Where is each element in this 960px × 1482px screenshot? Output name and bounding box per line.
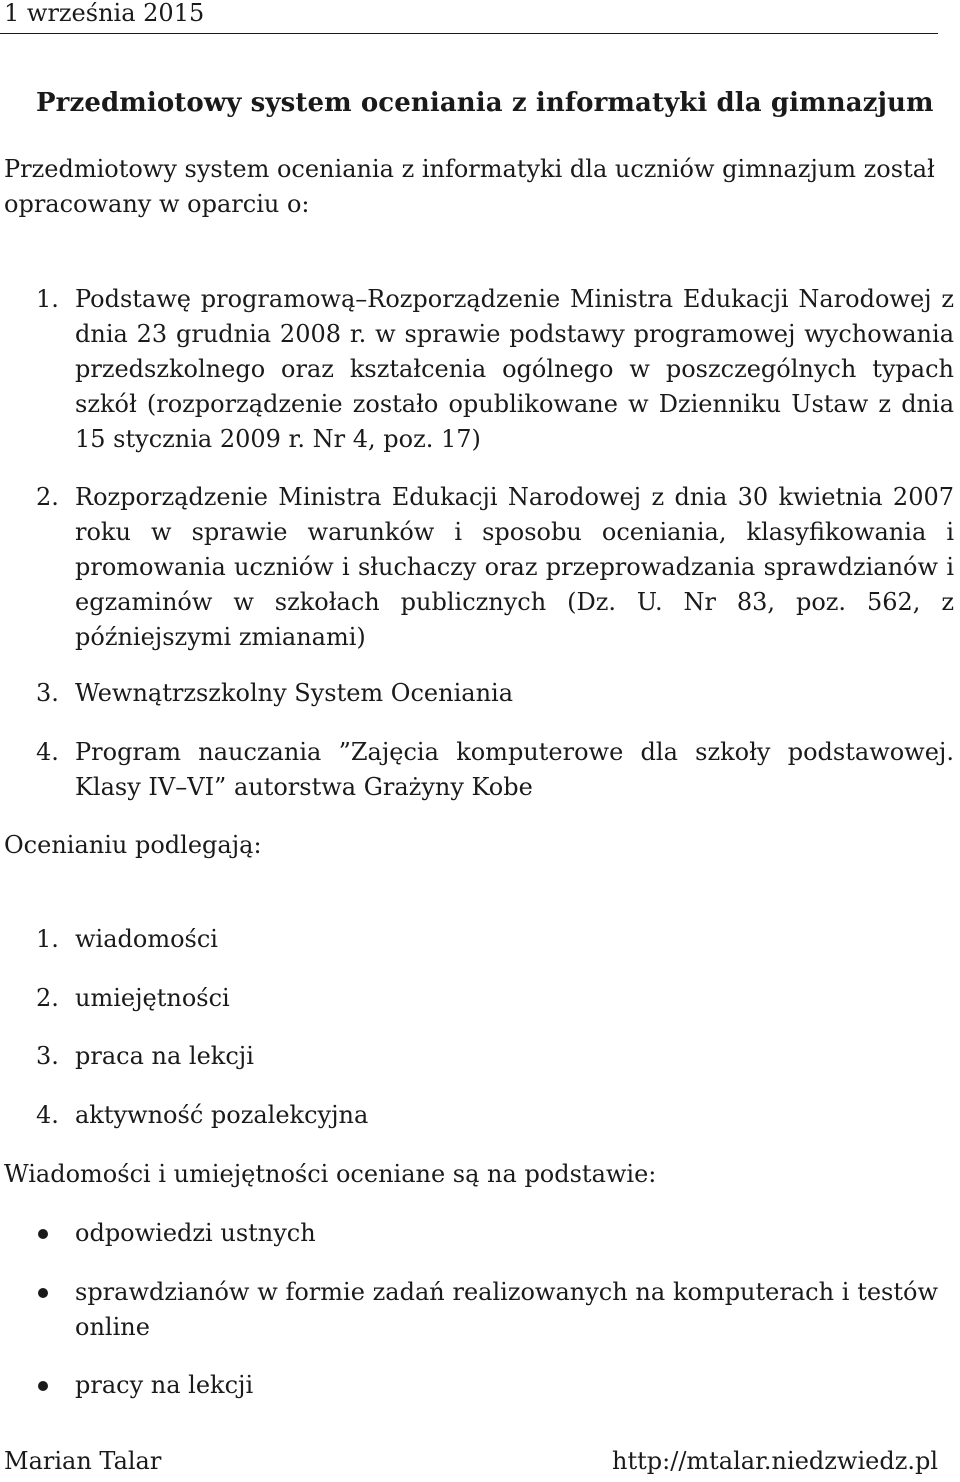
assessed-item-2 — [36, 981, 954, 1016]
source-number: 4. — [36, 738, 59, 766]
basis-text: odpowiedzi ustnych — [75, 1219, 316, 1247]
assessed-text: umiejętności — [75, 984, 230, 1012]
assessed-item-4 — [36, 1098, 954, 1133]
basis-text: sprawdzianów w formie zadań realizowanych na komputerach i testów online — [75, 1278, 938, 1341]
assessed-item-1 — [36, 922, 954, 957]
source-number: 3. — [36, 679, 59, 707]
assessed-item-3 — [36, 1039, 954, 1074]
intro-paragraph: Przedmiotowy system oceniania z informatyki dla uczniów gimnazjum został opracowany w oparciu o: — [4, 155, 935, 218]
source-text: Wewnątrzszkolny System Oceniania — [75, 679, 514, 707]
basis-text: pracy na lekcji — [75, 1371, 254, 1399]
bullet-dot-icon — [38, 1288, 48, 1298]
header-date: 1 września 2015 — [4, 0, 205, 27]
source-number: 1. — [36, 285, 59, 313]
basis-item-1 — [36, 1216, 938, 1251]
assessed-label: Ocenianiu podlegają: — [4, 831, 262, 859]
source-text: Program nauczania ”Zajęcia komputerowe dla szkoły podstawowej. Klasy IV–VI” autorstwa Grażyny Kobe — [75, 738, 954, 801]
document-title: Przedmiotowy system oceniania z informatyki dla gimnazjum — [36, 88, 934, 118]
page-header — [0, 0, 938, 34]
footer-author: Marian Talar — [4, 1447, 162, 1475]
source-number: 2. — [36, 483, 59, 511]
bullet-dot-icon — [38, 1381, 48, 1391]
assessed-text: wiadomości — [75, 925, 218, 953]
basis-item-3 — [36, 1368, 938, 1403]
footer-url-link[interactable]: http://mtalar.niedzwiedz.pl — [612, 1447, 938, 1475]
bullet-dot-icon — [38, 1229, 48, 1239]
source-text: Rozporządzenie Ministra Edukacji Narodowej z dnia 30 kwietnia 2007 roku w sprawie warunków i sposobu oceniania, klasyfikowania i promowania uczniów i słuchaczy oraz przeprowadzania sprawdzianów i egzaminów w szkołach publicznych (Dz. U. Nr 83, poz. 562, z późniejszymi zmianami) — [75, 483, 954, 651]
assessed-number: 2. — [36, 984, 59, 1012]
basis-item-2 — [36, 1275, 938, 1345]
source-item-4 — [36, 735, 954, 805]
assessed-text: aktywność pozalekcyjna — [75, 1101, 369, 1129]
source-text: Podstawę programową–Rozporządzenie Ministra Edukacji Narodowej z dnia 23 grudnia 2008 r. w sprawie podstawy programowej wychowania przedszkolnego oraz kształcenia ogólnego w poszczególnych typach szkół (rozporządzenie zostało opublikowane w Dzienniku Ustaw z dnia 15 stycznia 2009 r. Nr 4, poz. 17) — [75, 285, 954, 453]
assessed-text: praca na lekcji — [75, 1042, 254, 1070]
source-item-2 — [36, 480, 954, 655]
source-item-1 — [36, 282, 954, 457]
assessed-number: 4. — [36, 1101, 59, 1129]
assessed-number: 3. — [36, 1042, 59, 1070]
assessed-number: 1. — [36, 925, 59, 953]
source-item-3 — [36, 676, 954, 711]
basis-label: Wiadomości i umiejętności oceniane są na podstawie: — [4, 1160, 657, 1188]
